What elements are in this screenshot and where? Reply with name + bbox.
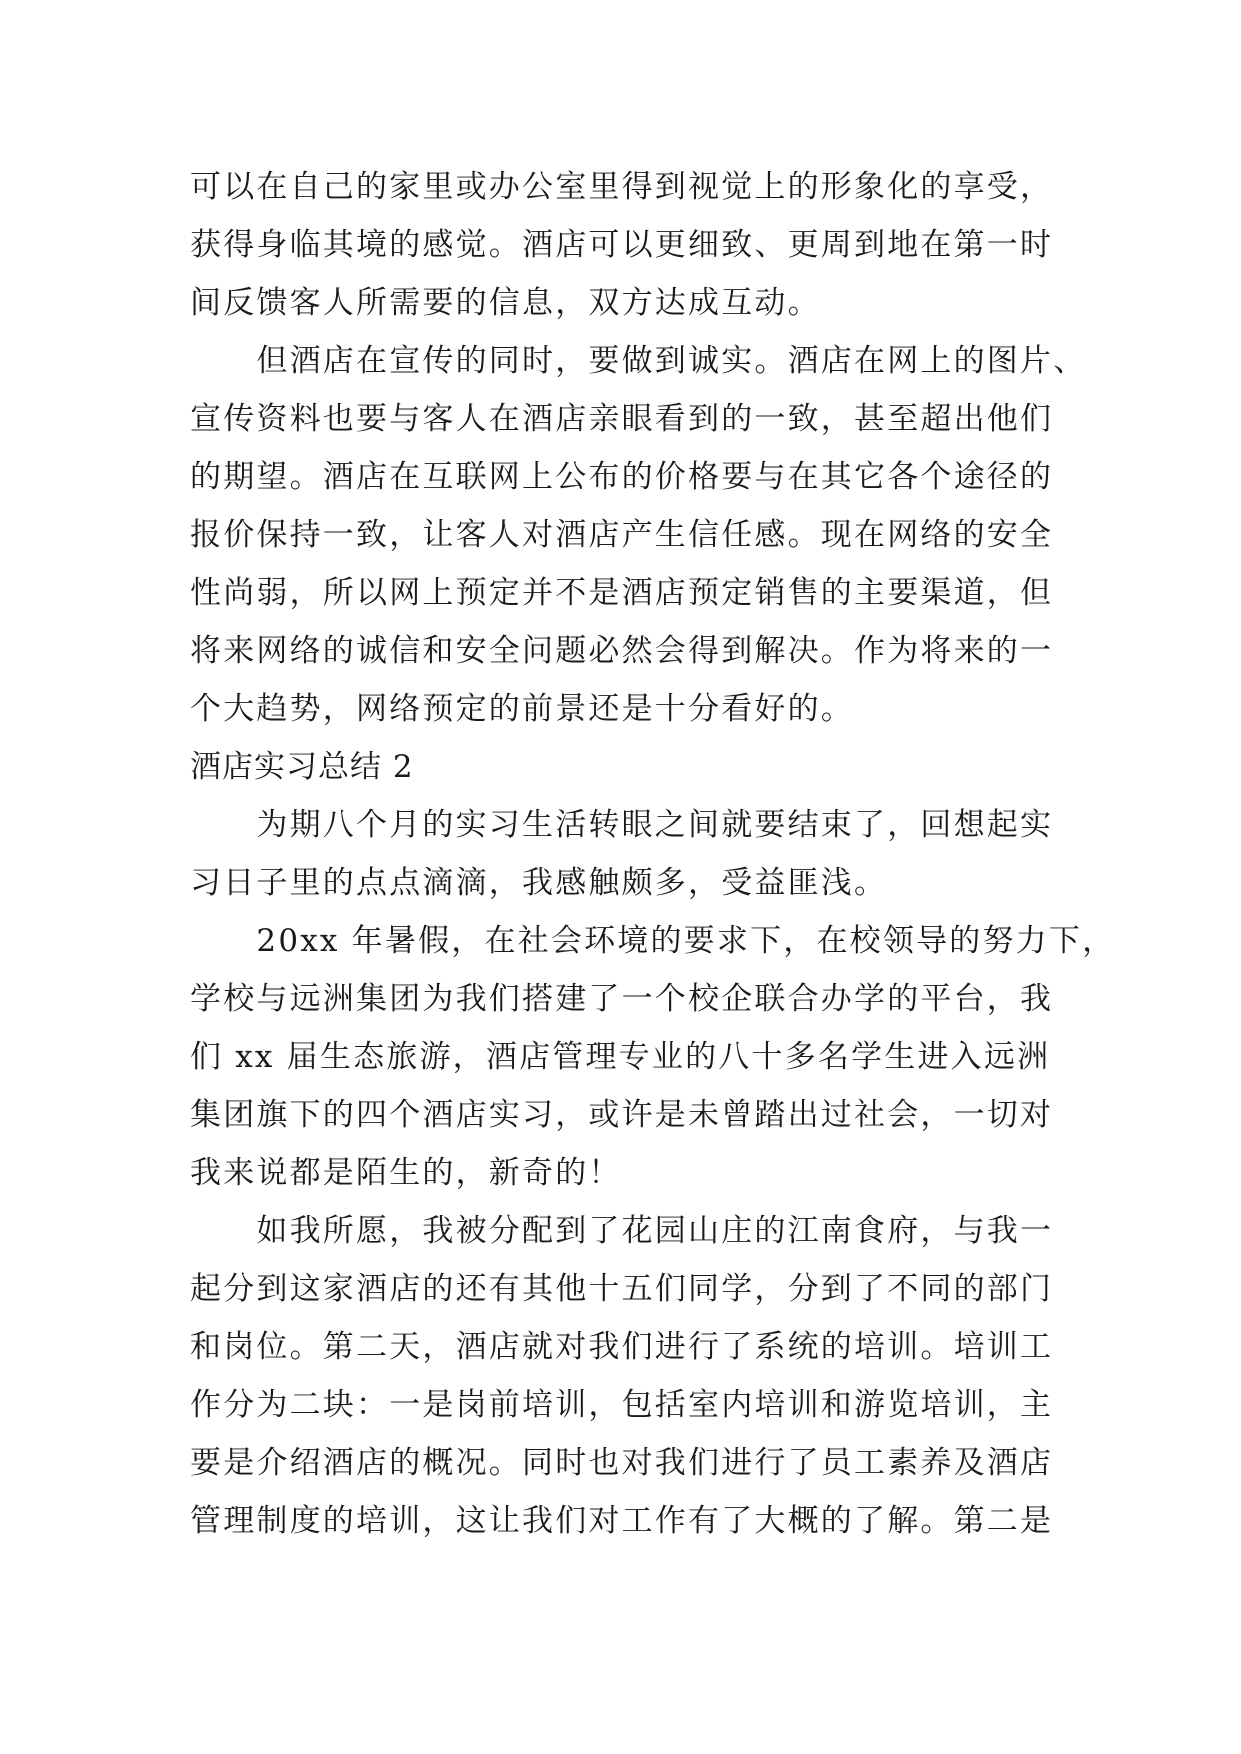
text-line: 个大趋势，网络预定的前景还是十分看好的。 — [190, 691, 854, 727]
text-line: 但酒店在宣传的同时，要做到诚实。酒店在网上的图片、 — [190, 343, 1087, 379]
text-line: 可以在自己的家里或办公室里得到视觉上的形象化的享受， — [190, 169, 1054, 205]
text-line: 和岗位。第二天，酒店就对我们进行了系统的培训。培训工 — [190, 1329, 1054, 1365]
text-line: 要是介绍酒店的概况。同时也对我们进行了员工素养及酒店 — [190, 1445, 1054, 1481]
text-line: 起分到这家酒店的还有其他十五们同学，分到了不同的部门 — [190, 1271, 1054, 1307]
text-line: 报价保持一致，让客人对酒店产生信任感。现在网络的安全 — [190, 517, 1054, 553]
text-line: 习日子里的点点滴滴，我感触颇多，受益匪浅。 — [190, 865, 888, 901]
text-line: 我来说都是陌生的，新奇的！ — [190, 1155, 622, 1191]
text-line: 将来网络的诚信和安全问题必然会得到解决。作为将来的一 — [190, 633, 1054, 669]
text-line: 如我所愿，我被分配到了花园山庄的江南食府，与我一 — [190, 1213, 1054, 1249]
text-line: 的期望。酒店在互联网上公布的价格要与在其它各个途径的 — [190, 459, 1054, 495]
text-line: 20xx 年暑假，在社会环境的要求下，在校领导的努力下， — [190, 923, 1116, 959]
document-body — [190, 158, 1116, 1550]
text-line: 为期八个月的实习生活转眼之间就要结束了，回想起实 — [190, 807, 1054, 843]
text-line: 学校与远洲集团为我们搭建了一个校企联合办学的平台，我 — [190, 981, 1054, 1017]
text-line: 作分为二块：一是岗前培训，包括室内培训和游览培训，主 — [190, 1387, 1054, 1423]
text-line: 们 xx 届生态旅游，酒店管理专业的八十多名学生进入远洲 — [190, 1039, 1051, 1075]
text-line: 间反馈客人所需要的信息，双方达成互动。 — [190, 285, 821, 321]
text-line: 管理制度的培训，这让我们对工作有了大概的了解。第二是 — [190, 1503, 1054, 1539]
text-line: 获得身临其境的感觉。酒店可以更细致、更周到地在第一时 — [190, 227, 1054, 263]
section-heading: 酒店实习总结 2 — [190, 749, 414, 785]
text-line: 性尚弱，所以网上预定并不是酒店预定销售的主要渠道，但 — [190, 575, 1054, 611]
text-line: 集团旗下的四个酒店实习，或许是未曾踏出过社会，一切对 — [190, 1097, 1054, 1133]
text-line: 宣传资料也要与客人在酒店亲眼看到的一致，甚至超出他们 — [190, 401, 1054, 437]
